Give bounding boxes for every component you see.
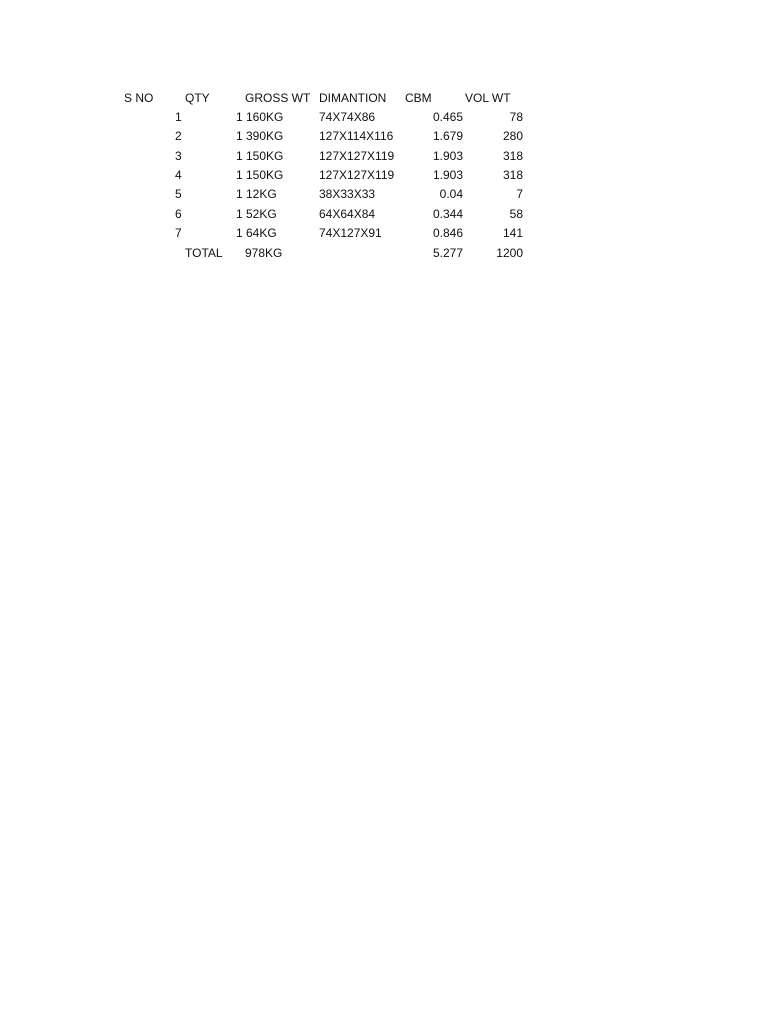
table-row bbox=[0, 205, 768, 224]
total-label: TOTAL bbox=[185, 246, 223, 260]
cell-cbm: 1.903 bbox=[432, 168, 463, 182]
cell-cbm: 0.04 bbox=[439, 187, 463, 201]
cell-gross-wt: 1 52KG bbox=[236, 207, 277, 221]
header-gross-wt: GROSS WT bbox=[245, 91, 311, 105]
header-row bbox=[0, 89, 768, 108]
header-vol-wt: VOL WT bbox=[465, 91, 511, 105]
cell-sno: 6 bbox=[175, 207, 182, 221]
total-gross-wt: 978KG bbox=[245, 246, 283, 260]
table-row bbox=[0, 224, 768, 243]
cell-dimention: 127X114X116 bbox=[319, 129, 394, 143]
cell-dimention: 74X74X86 bbox=[319, 110, 376, 124]
total-row bbox=[0, 244, 768, 263]
cell-gross-wt: 1 12KG bbox=[236, 187, 277, 201]
cell-vol-wt: 141 bbox=[502, 226, 523, 240]
cell-vol-wt: 318 bbox=[502, 168, 523, 182]
cell-cbm: 0.465 bbox=[432, 110, 463, 124]
table-row bbox=[0, 166, 768, 185]
cell-vol-wt: 318 bbox=[502, 149, 523, 163]
cell-dimention: 127X127X119 bbox=[319, 149, 395, 163]
total-cbm: 5.277 bbox=[432, 246, 463, 260]
cell-gross-wt: 1 150KG bbox=[236, 168, 284, 182]
cell-vol-wt: 78 bbox=[509, 110, 523, 124]
header-dimention: DIMANTION bbox=[319, 91, 387, 105]
cell-cbm: 1.679 bbox=[432, 129, 463, 143]
cell-gross-wt: 1 160KG bbox=[236, 110, 284, 124]
header-qty: QTY bbox=[185, 91, 210, 105]
table-row bbox=[0, 127, 768, 146]
cell-dimention: 74X127X91 bbox=[319, 226, 382, 240]
cell-cbm: 1.903 bbox=[432, 149, 463, 163]
table-row bbox=[0, 108, 768, 127]
cell-dimention: 38X33X33 bbox=[319, 187, 376, 201]
cell-sno: 5 bbox=[175, 187, 182, 201]
cell-dimention: 64X64X84 bbox=[319, 207, 376, 221]
cell-vol-wt: 58 bbox=[509, 207, 523, 221]
cell-cbm: 0.344 bbox=[432, 207, 463, 221]
total-vol-wt: 1200 bbox=[496, 246, 523, 260]
cell-sno: 2 bbox=[175, 129, 182, 143]
cell-vol-wt: 7 bbox=[516, 187, 523, 201]
cell-gross-wt: 1 64KG bbox=[236, 226, 277, 240]
cell-vol-wt: 280 bbox=[502, 129, 523, 143]
table-row bbox=[0, 185, 768, 204]
cell-sno: 7 bbox=[175, 226, 182, 240]
table-row bbox=[0, 147, 768, 166]
cell-dimention: 127X127X119 bbox=[319, 168, 395, 182]
cell-sno: 4 bbox=[175, 168, 182, 182]
header-sno: S NO bbox=[124, 91, 154, 105]
cell-gross-wt: 1 150KG bbox=[236, 149, 284, 163]
cell-cbm: 0.846 bbox=[432, 226, 463, 240]
cell-sno: 1 bbox=[175, 110, 182, 124]
cell-sno: 3 bbox=[175, 149, 182, 163]
header-cbm: CBM bbox=[405, 91, 432, 105]
cell-gross-wt: 1 390KG bbox=[236, 129, 284, 143]
